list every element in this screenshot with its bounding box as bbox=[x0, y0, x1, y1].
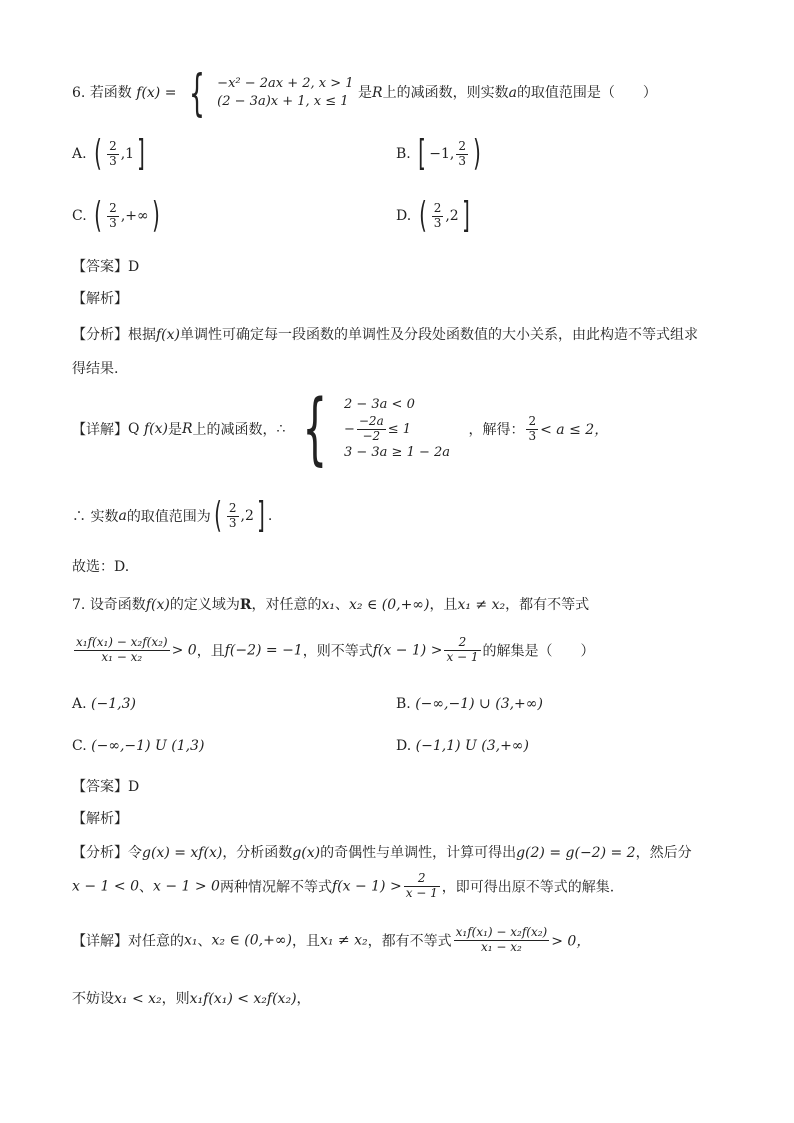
q6-option-c-num: 2 bbox=[109, 200, 117, 215]
q7-option-a-value: (−1,3) bbox=[91, 696, 136, 712]
q6-answer bbox=[72, 256, 139, 276]
q6-system-row-3: 3 − 3a ≥ 1 − 2a bbox=[343, 445, 451, 461]
q7-t6: ，都有不等式 bbox=[505, 597, 590, 613]
q7-fenxi bbox=[72, 842, 692, 862]
q7-fx: f(x) bbox=[145, 597, 170, 613]
q6-option-d-label: D. bbox=[396, 208, 412, 224]
q7-fnum: 2 bbox=[404, 872, 440, 887]
q7-t5: ，且 bbox=[429, 597, 458, 613]
q7-f1: 令 bbox=[128, 845, 142, 861]
q6-piecewise bbox=[217, 75, 353, 111]
q6-brace: { bbox=[188, 64, 205, 122]
q6-system-row-2-post: ≤ 1 bbox=[387, 421, 412, 437]
q7-f4: ，然后分 bbox=[635, 845, 692, 861]
q6-option-b: B. [ −1, $\frac{2}{3}$ ) bbox=[396, 133, 481, 174]
q6-range-var: a bbox=[118, 508, 127, 524]
q7-d1: 对任意的 bbox=[128, 933, 184, 950]
q7-option-d bbox=[396, 738, 529, 754]
q6-option-a-num: 2 bbox=[109, 138, 117, 153]
q6-option-c-rest: ,+∞ bbox=[120, 208, 149, 224]
q6-number: 6. bbox=[72, 85, 86, 101]
q7-t8: ，则不等式 bbox=[302, 643, 373, 660]
q7-d4: ，都有不等式 bbox=[367, 933, 452, 950]
q6-system-row-2-num: −2a bbox=[358, 413, 384, 428]
q6-piece-1: −x² − 2ax + 2, x > 1 bbox=[217, 75, 354, 91]
q6-piece-2: (2 − 3a)x + 1, x ≤ 1 bbox=[217, 94, 349, 109]
q6-text-b: 是 bbox=[358, 85, 373, 101]
q6-range-den: 3 bbox=[228, 515, 237, 530]
q7-l3: ，则 bbox=[161, 991, 190, 1007]
q6-system-row-2-den: −2 bbox=[362, 428, 381, 443]
q6-system bbox=[344, 395, 450, 463]
q6-fenxi-c: 得结果. bbox=[72, 361, 119, 377]
q7-t3: ，对任意的 bbox=[251, 597, 322, 613]
q6-answer-tag: 【答案】 bbox=[72, 259, 128, 275]
q6-system-brace: { bbox=[302, 384, 328, 474]
q7-answer-tag: 【答案】 bbox=[72, 779, 128, 795]
q7-l4: x₁f(x₁) < x₂f(x₂) bbox=[189, 991, 297, 1007]
q6-R: R bbox=[372, 85, 383, 101]
q6-range: ∴ 实数a的取值范围为( $\frac{2}{3}$ ,2] . bbox=[72, 495, 273, 536]
q6-solve: ，解得： bbox=[468, 422, 525, 438]
q7-f3: 的奇偶性与单调性，计算可得出 bbox=[320, 845, 517, 861]
q6-option-a: A. ( $\frac{2}{3}$ ,1] bbox=[72, 133, 145, 174]
q6-detail bbox=[72, 384, 609, 474]
q7-dneq: x₁ ≠ x₂ bbox=[319, 932, 368, 949]
q7-dx2: x₂ ∈ (0,+∞) bbox=[211, 932, 292, 949]
q7-fx1: f(x − 1) > bbox=[372, 642, 443, 659]
q7-dden: x₁ − x₂ bbox=[481, 939, 522, 954]
q7-d2: 、 bbox=[197, 933, 212, 950]
q7-l2: x₁ < x₂ bbox=[114, 991, 162, 1007]
q7-t4: 、 bbox=[334, 597, 349, 613]
q7-answer-value: D bbox=[128, 779, 140, 795]
q7-g2: g(2) = g(−2) = 2 bbox=[516, 845, 636, 861]
q6-fenxi-cont bbox=[72, 358, 118, 378]
q7-f6: 两种情况解不等式 bbox=[219, 879, 332, 896]
q7-t9: 的解集是（ ） bbox=[482, 643, 595, 660]
q7-detail bbox=[72, 926, 590, 955]
q6-text-d: 的取值范围是（ ） bbox=[516, 85, 657, 101]
q7-analysis bbox=[72, 808, 128, 828]
q6-therefore: ∴ bbox=[276, 421, 286, 437]
q7-answer bbox=[72, 776, 139, 796]
q6-system-row-2 bbox=[344, 415, 450, 444]
q6-text-a: 若函数 bbox=[89, 85, 132, 101]
q6-range-a: ∴ 实数 bbox=[72, 509, 119, 525]
q6-fenxi-fx: f(x) bbox=[156, 327, 181, 343]
q6-option-b-label: B. bbox=[396, 146, 411, 162]
q6-range-b: 的取值范围为 bbox=[126, 509, 211, 525]
q7-option-b-label: B. bbox=[396, 696, 411, 712]
q7-number: 7. bbox=[72, 597, 86, 613]
q7-fden: x − 1 bbox=[405, 885, 438, 900]
q6-fx: f(x) = bbox=[136, 85, 177, 101]
q6-stem bbox=[72, 64, 657, 122]
q6-option-c: C. ( $\frac{2}{3}$ ,+∞) bbox=[72, 195, 160, 236]
q7-l5: ， bbox=[296, 991, 311, 1007]
q6-option-d-den: 3 bbox=[433, 215, 442, 230]
q7-stem-2 bbox=[72, 636, 595, 665]
q7-detail-tag: 【详解】 bbox=[72, 933, 128, 950]
q7-dgt: > 0， bbox=[551, 933, 591, 950]
q6-fenxi-a: 根据 bbox=[128, 327, 156, 343]
q7-c2: x − 1 > 0 bbox=[152, 878, 220, 895]
q6-option-d-rest: ,2 bbox=[445, 208, 459, 224]
q6-option-c-label: C. bbox=[72, 208, 87, 224]
q7-fm2: f(−2) = −1 bbox=[224, 642, 303, 659]
q7-d3: ，且 bbox=[291, 933, 320, 950]
q7-c1: x − 1 < 0 bbox=[72, 878, 139, 895]
q7-line-last bbox=[72, 988, 311, 1008]
q6-range-rest: ,2 bbox=[240, 508, 254, 524]
q6-detail-R: R bbox=[181, 421, 193, 437]
q7-ineq-num: x₁f(x₁) − x₂f(x₂) bbox=[76, 635, 168, 649]
q7-gx: g(x) bbox=[292, 845, 321, 861]
q7-dx1: x₁ bbox=[184, 932, 198, 949]
q6-option-c-den: 3 bbox=[109, 215, 117, 230]
q6-system-row-1: 2 − 3a < 0 bbox=[343, 397, 415, 413]
q7-analysis-tag: 【解析】 bbox=[72, 811, 128, 827]
q7-f2: ，分析函数 bbox=[222, 845, 293, 861]
q6-fenxi-tag: 【分析】 bbox=[72, 327, 128, 343]
q6-text-c: 上的减函数，则实数 bbox=[382, 85, 509, 101]
q6-option-a-rest: ,1 bbox=[120, 146, 135, 162]
q6-choose-text: 故选：D. bbox=[72, 559, 130, 575]
q7-option-d-value: (−1,1) U (3,+∞) bbox=[415, 738, 529, 754]
q7-ineq-gt: > 0 bbox=[171, 642, 197, 659]
q6-option-b-num: 2 bbox=[458, 138, 466, 153]
q6-solution-den: 3 bbox=[528, 428, 537, 443]
q7-frac-num: 2 bbox=[444, 636, 480, 651]
q7-option-b-value: (−∞,−1) ∪ (3,+∞) bbox=[415, 696, 543, 712]
q7-R: R bbox=[239, 597, 252, 613]
q6-answer-value: D bbox=[128, 259, 140, 275]
q7-frac-den: x − 1 bbox=[446, 649, 479, 664]
q6-solution-rest: < a ≤ 2， bbox=[540, 422, 609, 438]
q7-option-a bbox=[72, 696, 136, 712]
q6-detail-dec: 上的减函数， bbox=[192, 422, 277, 438]
q7-option-c bbox=[72, 738, 204, 754]
q7-x2in: x₂ ∈ (0,+∞) bbox=[348, 597, 430, 613]
q7-dnum: x₁f(x₁) − x₂f(x₂) bbox=[455, 925, 548, 939]
q6-range-num: 2 bbox=[228, 500, 237, 515]
q7-l1: 不妨设 bbox=[72, 991, 114, 1007]
q6-analysis-tag: 【解析】 bbox=[72, 291, 128, 307]
q6-detail-because: Q bbox=[128, 421, 140, 437]
q6-option-b-den: 3 bbox=[458, 153, 466, 168]
q6-fenxi-b: 单调性可确定每一段函数的单调性及分段处函数值的大小关系，由此构造不等式组求 bbox=[180, 327, 699, 343]
q7-option-d-label: D. bbox=[396, 738, 412, 754]
q7-fenxi-tag: 【分析】 bbox=[72, 845, 128, 861]
q6-option-d: D. ( $\frac{2}{3}$ ,2] bbox=[396, 195, 470, 236]
q7-t7: ，且 bbox=[196, 643, 225, 660]
q7-option-a-label: A. bbox=[72, 696, 87, 712]
q6-option-d-num: 2 bbox=[433, 200, 442, 215]
q7-f5: 、 bbox=[138, 879, 153, 896]
q7-option-c-label: C. bbox=[72, 738, 87, 754]
q7-fenxi-cont bbox=[72, 872, 614, 901]
q7-option-c-value: (−∞,−1) U (1,3) bbox=[91, 738, 205, 754]
q6-detail-is: 是 bbox=[167, 422, 182, 438]
q7-fx1b: f(x − 1) > bbox=[331, 878, 402, 895]
q7-f7: ，即可得出原不等式的解集. bbox=[441, 879, 615, 896]
q6-option-b-pre: −1, bbox=[429, 146, 455, 162]
q7-ineq-den: x₁ − x₂ bbox=[101, 649, 143, 664]
q6-analysis bbox=[72, 288, 128, 308]
q6-detail-tag: 【详解】 bbox=[72, 422, 128, 438]
q6-option-a-label: A. bbox=[72, 146, 87, 162]
q7-option-b bbox=[396, 696, 543, 712]
q6-fenxi bbox=[72, 324, 698, 344]
q7-t2: 的定义域为 bbox=[169, 597, 240, 613]
q6-detail-fx: f(x) bbox=[143, 421, 168, 437]
q7-neq: x₁ ≠ x₂ bbox=[457, 597, 506, 613]
q6-option-a-den: 3 bbox=[109, 153, 117, 168]
q7-stem bbox=[72, 594, 589, 614]
q6-system-row-2-pre: − bbox=[343, 421, 355, 437]
q7-t1: 设奇函数 bbox=[89, 597, 146, 613]
q7-gdef: g(x) = xf(x) bbox=[142, 845, 223, 861]
q6-solution-num: 2 bbox=[528, 413, 537, 428]
q6-choose bbox=[72, 556, 129, 576]
q6-a: a bbox=[508, 85, 517, 101]
q7-x1: x₁ bbox=[321, 597, 335, 613]
